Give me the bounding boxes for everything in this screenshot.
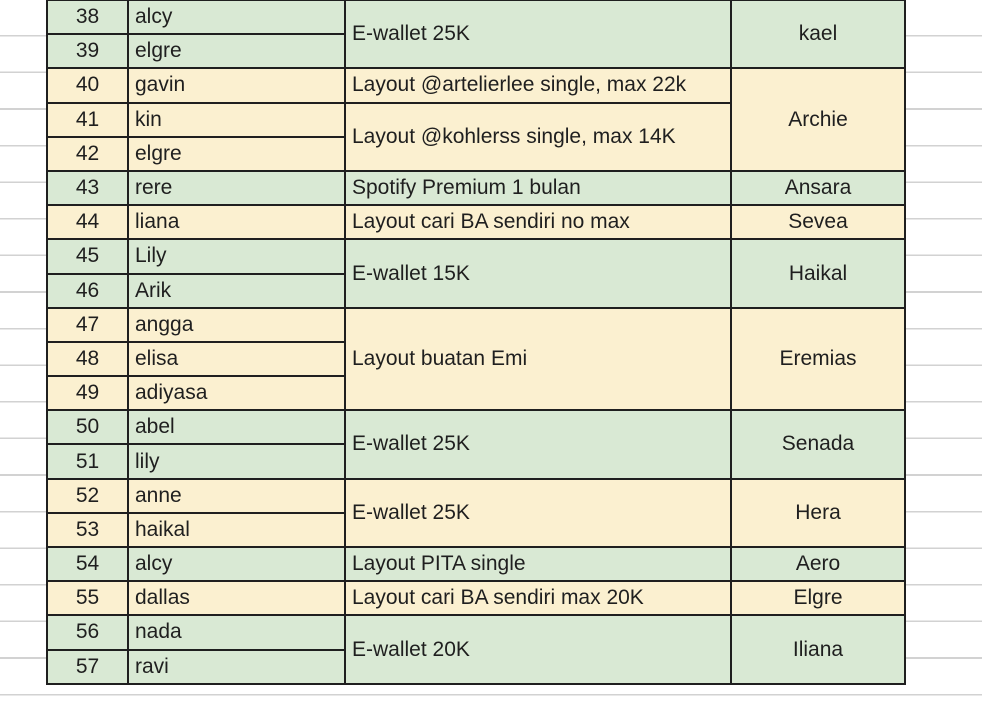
row-number-cell[interactable]: 46 <box>47 274 128 308</box>
row-number-cell[interactable]: 52 <box>47 479 128 513</box>
winner-cell[interactable]: Ansara <box>731 171 905 205</box>
participant-name-cell[interactable]: anne <box>128 479 345 513</box>
row-number-cell[interactable]: 57 <box>47 650 128 684</box>
participant-name-cell[interactable]: elgre <box>128 137 345 171</box>
row-number-cell[interactable]: 49 <box>47 376 128 410</box>
prize-cell[interactable]: Layout cari BA sendiri max 20K <box>345 581 731 615</box>
prize-cell[interactable]: E-wallet 25K <box>345 0 731 68</box>
prize-cell[interactable]: E-wallet 15K <box>345 239 731 307</box>
participant-name-cell[interactable]: Lily <box>128 239 345 273</box>
row-number-cell[interactable]: 45 <box>47 239 128 273</box>
winner-cell[interactable]: Eremias <box>731 308 905 411</box>
participant-name-cell[interactable]: alcy <box>128 547 345 581</box>
row-number-cell[interactable]: 51 <box>47 444 128 478</box>
table-row <box>47 479 905 513</box>
row-number-cell[interactable]: 38 <box>47 0 128 34</box>
table-row <box>47 547 905 581</box>
participant-name-cell[interactable]: angga <box>128 308 345 342</box>
table-row <box>47 68 905 102</box>
prize-cell[interactable]: Layout buatan Emi <box>345 308 731 411</box>
row-number-cell[interactable]: 41 <box>47 103 128 137</box>
winner-cell[interactable]: kael <box>731 0 905 68</box>
participant-name-cell[interactable]: elgre <box>128 34 345 68</box>
participant-name-cell[interactable]: nada <box>128 615 345 649</box>
prize-cell[interactable]: Spotify Premium 1 bulan <box>345 171 731 205</box>
winner-cell[interactable]: Hera <box>731 479 905 547</box>
table-row <box>47 171 905 205</box>
prize-cell[interactable]: Layout PITA single <box>345 547 731 581</box>
prize-cell[interactable]: E-wallet 20K <box>345 615 731 683</box>
row-number-cell[interactable]: 40 <box>47 68 128 102</box>
table-row <box>47 410 905 444</box>
winner-cell[interactable]: Haikal <box>731 239 905 307</box>
participant-name-cell[interactable]: haikal <box>128 513 345 547</box>
winner-cell[interactable]: Iliana <box>731 615 905 683</box>
table-row <box>47 581 905 615</box>
participant-name-cell[interactable]: rere <box>128 171 345 205</box>
participant-name-cell[interactable]: alcy <box>128 0 345 34</box>
prize-cell[interactable]: Layout @kohlerss single, max 14K <box>345 103 731 171</box>
participant-name-cell[interactable]: dallas <box>128 581 345 615</box>
participant-name-cell[interactable]: abel <box>128 410 345 444</box>
participant-name-cell[interactable]: ravi <box>128 650 345 684</box>
table-row <box>47 239 905 273</box>
row-number-cell[interactable]: 44 <box>47 205 128 239</box>
winner-cell[interactable]: Sevea <box>731 205 905 239</box>
row-number-cell[interactable]: 43 <box>47 171 128 205</box>
table-row <box>47 308 905 342</box>
winner-cell[interactable]: Senada <box>731 410 905 478</box>
giveaway-winners-table <box>46 0 906 685</box>
participant-name-cell[interactable]: kin <box>128 103 345 137</box>
participant-name-cell[interactable]: liana <box>128 205 345 239</box>
prize-cell[interactable]: E-wallet 25K <box>345 410 731 478</box>
winner-cell[interactable]: Elgre <box>731 581 905 615</box>
row-number-cell[interactable]: 56 <box>47 615 128 649</box>
row-number-cell[interactable]: 42 <box>47 137 128 171</box>
prize-cell[interactable]: E-wallet 25K <box>345 479 731 547</box>
winner-cell[interactable]: Archie <box>731 68 905 171</box>
participant-name-cell[interactable]: gavin <box>128 68 345 102</box>
row-number-cell[interactable]: 53 <box>47 513 128 547</box>
row-number-cell[interactable]: 55 <box>47 581 128 615</box>
row-number-cell[interactable]: 39 <box>47 34 128 68</box>
participant-name-cell[interactable]: adiyasa <box>128 376 345 410</box>
table-row <box>47 615 905 649</box>
winner-cell[interactable]: Aero <box>731 547 905 581</box>
table-row <box>47 0 905 34</box>
row-number-cell[interactable]: 47 <box>47 308 128 342</box>
participant-name-cell[interactable]: elisa <box>128 342 345 376</box>
table-row <box>47 205 905 239</box>
row-number-cell[interactable]: 50 <box>47 410 128 444</box>
prize-cell[interactable]: Layout cari BA sendiri no max <box>345 205 731 239</box>
participant-name-cell[interactable]: lily <box>128 444 345 478</box>
participant-name-cell[interactable]: Arik <box>128 274 345 308</box>
prize-cell[interactable]: Layout @artelierlee single, max 22k <box>345 68 731 102</box>
row-number-cell[interactable]: 54 <box>47 547 128 581</box>
row-number-cell[interactable]: 48 <box>47 342 128 376</box>
